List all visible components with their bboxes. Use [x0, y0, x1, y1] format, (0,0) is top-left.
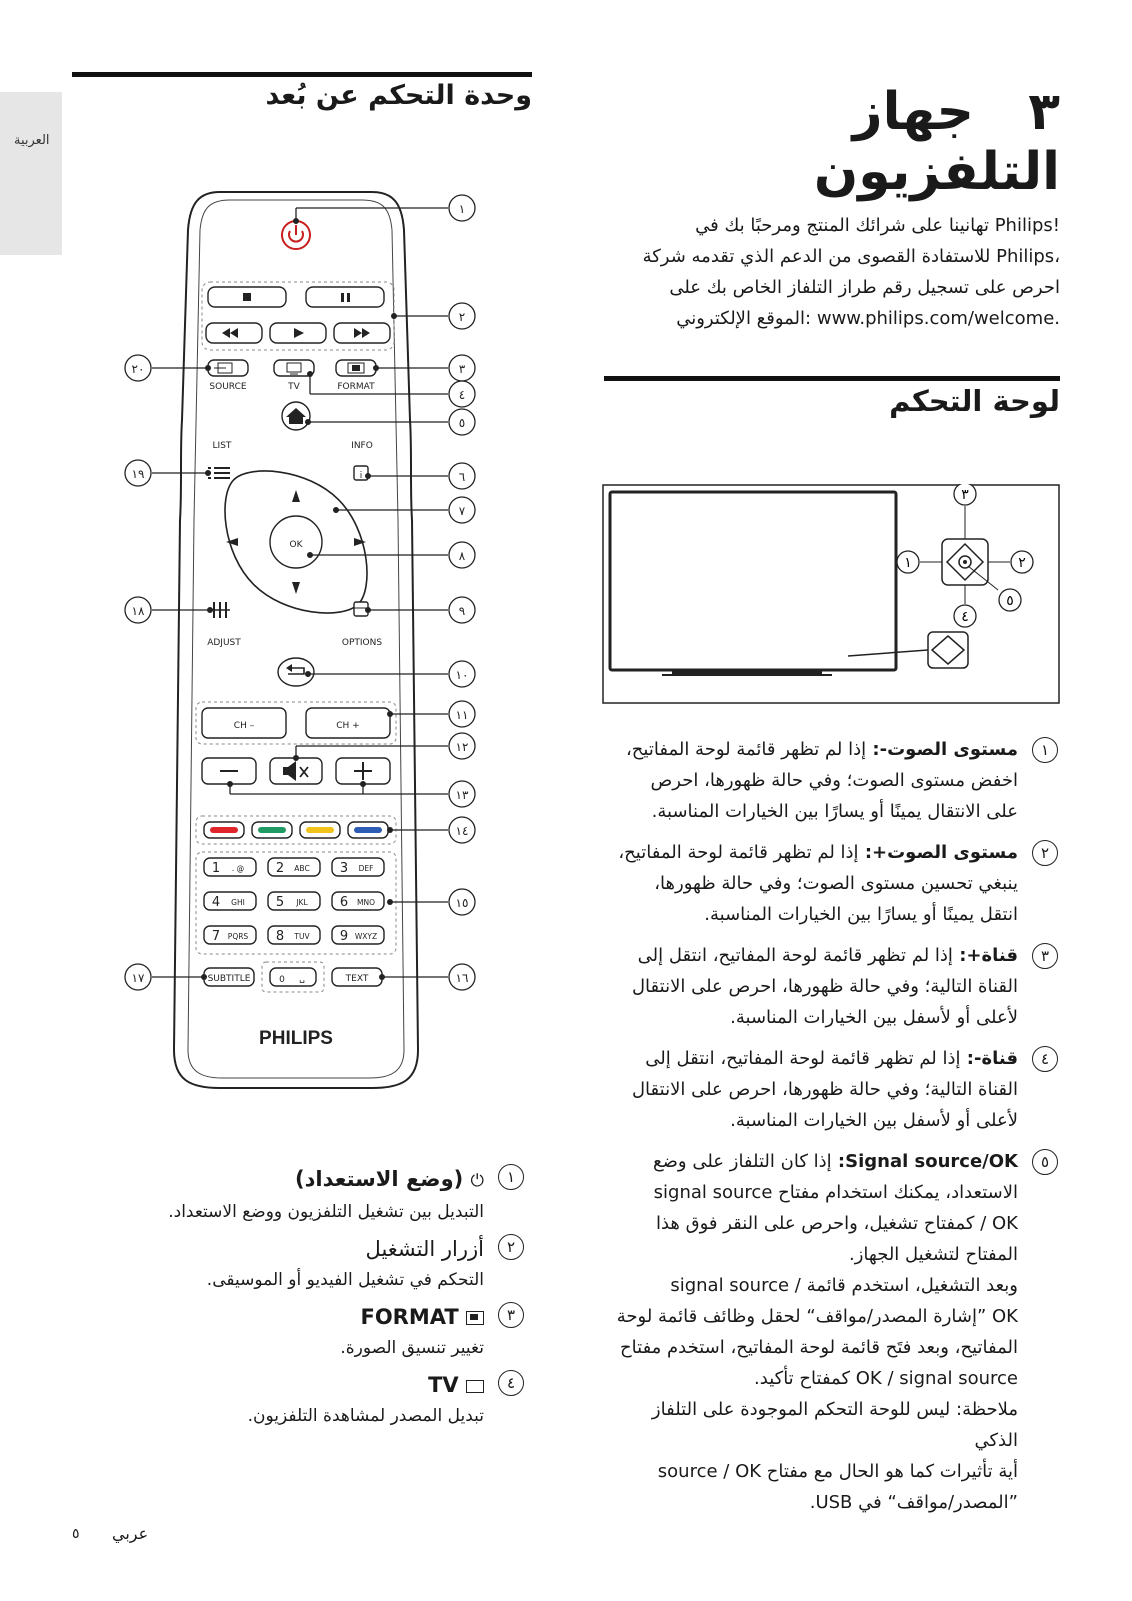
forward-button[interactable]: [334, 323, 390, 343]
button-item-number: ٣: [498, 1302, 524, 1328]
remote-callout-number: ٦: [458, 470, 466, 484]
control-panel-list: [606, 734, 1050, 1528]
panel-item-line: لأعلى أو لأسفل بين الخيارات المناسبة.: [730, 1007, 1018, 1028]
language-tab[interactable]: [0, 92, 62, 255]
intro-line: احرص على تسجيل رقم طراز التلفاز الخاص بك على: [669, 277, 1060, 298]
digit-7-button[interactable]: [204, 926, 256, 944]
digit-8-button[interactable]: [268, 926, 320, 944]
panel-item-line: OK ”إشارة المصدر/مواقف“ لحقل وظائف قائمة لوحة: [616, 1306, 1018, 1327]
remote-callout-number: ١٥: [455, 896, 469, 910]
panel-item-head: مستوى الصوت+:: [858, 842, 1018, 863]
remote-callout-number: ٤: [458, 388, 466, 402]
digit-label: 3: [339, 861, 349, 876]
intro-paragraph: [620, 210, 1060, 334]
button-item: [136, 1368, 516, 1430]
ch-minus-label: CH –: [233, 721, 255, 731]
panel-item-number: ٤: [1032, 1046, 1058, 1072]
remote-callout: [125, 355, 151, 381]
subtitle-label: SUBTITLE: [207, 974, 251, 984]
section-rule: [72, 72, 532, 77]
remote-callout-number: ٢٠: [131, 362, 145, 376]
panel-callout: ٥: [1006, 593, 1014, 609]
panel-item-line: لأعلى أو لأسفل بين الخيارات المناسبة.: [730, 1110, 1018, 1131]
panel-item-head: قناة+:: [952, 945, 1018, 966]
subtitle-button[interactable]: [204, 968, 254, 986]
button-item-head: (وضع الاستعداد): [295, 1167, 464, 1191]
remote-control-diagram: [110, 190, 510, 1120]
digit-label: 4: [211, 895, 221, 910]
digit-letters: WXYZ: [354, 932, 378, 941]
volume-up-button[interactable]: [336, 758, 390, 784]
remote-callout: [449, 303, 475, 329]
panel-item: [606, 940, 1050, 1033]
ch-plus-label: CH +: [336, 721, 360, 731]
remote-callout: [125, 460, 151, 486]
panel-item-line: القناة التالية؛ وفي حالة ظهورها، احرص على الانتقال: [631, 976, 1018, 997]
remote-callout-number: ٣: [458, 362, 466, 376]
section-rule: [604, 376, 1060, 381]
button-item-head: أزرار التشغيل: [365, 1237, 484, 1261]
panel-item: [606, 837, 1050, 930]
button-item: [136, 1162, 516, 1226]
home-button[interactable]: [282, 402, 310, 430]
remote-callout-number: ٥: [458, 416, 466, 430]
intro-line: !Philips تهانينا على شرائك المنتج ومرحبًا بك في: [695, 215, 1060, 236]
info-button[interactable]: [354, 466, 368, 481]
panel-callout: ٣: [961, 487, 969, 503]
remote-callout: [449, 817, 475, 843]
source-label: SOURCE: [209, 382, 247, 392]
chapter-title: [640, 82, 1060, 202]
remote-callout: [449, 542, 475, 568]
remote-section-title: وحدة التحكم عن بُعد: [265, 80, 532, 111]
play-button[interactable]: [270, 323, 326, 343]
remote-callout: [449, 733, 475, 759]
panel-item-line: OK / signal source كمفتاح تأكيد.: [754, 1368, 1018, 1389]
remote-callout: [125, 597, 151, 623]
panel-item: [606, 734, 1050, 827]
control-panel-title: لوحة التحكم: [889, 384, 1060, 418]
button-item-number: ٤: [498, 1370, 524, 1396]
panel-item-head: مستوى الصوت-:: [866, 739, 1018, 760]
remote-callout: [449, 497, 475, 523]
remote-callout-number: ١١: [455, 708, 469, 722]
svg-text:i: i: [359, 471, 363, 481]
format-icon: [466, 1311, 484, 1325]
digit-label: 5: [275, 895, 285, 910]
format-label: FORMAT: [337, 382, 375, 392]
digit-3-button[interactable]: [332, 858, 384, 876]
chapter-title-text: جهاز التلفزيون: [813, 82, 1060, 202]
remote-callout-number: ٧: [458, 504, 466, 518]
panel-item-line: أية تأثيرات كما هو الحال مع مفتاح source / OK: [657, 1461, 1018, 1482]
digit-label: 9: [339, 929, 349, 944]
adjust-label: ADJUST: [207, 638, 241, 648]
numpad: [204, 858, 384, 944]
tv-icon: [466, 1380, 484, 1393]
digit-letters: TUV: [294, 932, 310, 941]
remote-callout-number: ١٠: [455, 668, 469, 682]
volume-down-button[interactable]: [202, 758, 256, 784]
panel-callout: ٤: [961, 609, 969, 625]
panel-item-line: إذا لم تظهر قائمة لوحة المفاتيح،: [625, 739, 867, 760]
button-item-line: التبديل بين تشغيل التلفزيون ووضع الاستعداد.: [168, 1202, 484, 1222]
footer-language: عربي: [112, 1524, 149, 1543]
panel-item-line: الاستعداد، يمكنك استخدام مفتاح signal source: [653, 1182, 1018, 1203]
digit-0-button[interactable]: [270, 968, 316, 986]
text-button[interactable]: [332, 968, 382, 986]
channel-down-button[interactable]: [202, 708, 286, 738]
remote-callout: [449, 195, 475, 221]
digit-letters: GHI: [231, 898, 245, 907]
digit-letters: . @: [231, 864, 245, 873]
remote-callout-number: ١٦: [455, 971, 469, 985]
digit-letters: DEF: [358, 864, 374, 873]
remote-callout: [449, 889, 475, 915]
remote-callout: [449, 661, 475, 687]
digit-4-button[interactable]: [204, 892, 256, 910]
digit-0-letters: ␣: [299, 974, 305, 984]
button-item: [136, 1300, 516, 1362]
button-item: [136, 1232, 516, 1294]
remote-callout: [449, 781, 475, 807]
panel-item-line: إذا لم تظهر قائمة لوحة المفاتيح، انتقل إلى: [637, 945, 953, 966]
digit-label: 6: [339, 895, 349, 910]
digit-1-button[interactable]: [204, 858, 256, 876]
panel-item-line: المفاتيح، وبعد فتَح قائمة لوحة المفاتيح، استخدم مفتاح: [620, 1337, 1018, 1358]
panel-item-line: إذا لم تظهر قائمة لوحة المفاتيح، انتقل إلى: [645, 1048, 961, 1069]
panel-item-line: وبعد التشغيل، استخدم قائمة / signal source: [670, 1275, 1018, 1296]
digit-2-button[interactable]: [268, 858, 320, 876]
digit-0-label: 0: [279, 975, 285, 985]
remote-callout-number: ١٩: [131, 467, 145, 481]
remote-callout-number: ١: [458, 202, 466, 216]
remote-callout: [449, 701, 475, 727]
panel-item-line: إذا لم تظهر قائمة لوحة المفاتيح،: [618, 842, 859, 863]
color-key-2[interactable]: [252, 822, 292, 838]
remote-callout: [449, 381, 475, 407]
button-item-head: TV: [428, 1373, 459, 1397]
tv-label: TV: [288, 382, 300, 392]
digit-9-button[interactable]: [332, 926, 384, 944]
panel-item-line: المفتاح لتشغيل الجهاز.: [849, 1244, 1018, 1265]
page-number: ٥: [72, 1526, 80, 1542]
intro-line: ،Philips للاستفادة القصوى من الدعم الذي تقدمه شركة: [642, 246, 1060, 267]
panel-item-line: اخفض مستوى الصوت؛ وفي حالة ظهورها، احرص: [650, 770, 1018, 791]
remote-callout-number: ١٣: [455, 788, 469, 802]
remote-callout-number: ١٧: [131, 971, 145, 985]
panel-item-number: ٣: [1032, 943, 1058, 969]
button-item-number: ١: [498, 1164, 524, 1190]
remote-callout: [449, 355, 475, 381]
panel-item-line: ”المصدر/مواقف“ في USB.: [809, 1492, 1018, 1513]
button-item-line: تبديل المصدر لمشاهدة التلفزيون.: [247, 1406, 484, 1426]
panel-item-head: Signal source/OK:: [831, 1151, 1018, 1172]
pause-button[interactable]: [306, 287, 384, 307]
panel-item-line: ينبغي تحسين مستوى الصوت؛ وفي حالة ظهورها،: [654, 873, 1018, 894]
tv-panel-diagram: [602, 484, 1060, 704]
power-icon: ⏻: [470, 1171, 484, 1191]
rewind-button[interactable]: [206, 323, 262, 343]
button-item-line: التحكم في تشغيل الفيديو أو الموسيقى.: [206, 1270, 484, 1290]
power-button[interactable]: [282, 221, 310, 249]
panel-item-number: ٢: [1032, 840, 1058, 866]
digit-label: 8: [275, 929, 285, 944]
digit-label: 1: [211, 861, 221, 876]
button-item-number: ٢: [498, 1234, 524, 1260]
digit-6-button[interactable]: [332, 892, 384, 910]
panel-item-number: ٥: [1032, 1149, 1058, 1175]
ok-button[interactable]: [270, 516, 322, 568]
color-key-3[interactable]: [300, 822, 340, 838]
button-item-head: FORMAT: [360, 1305, 459, 1329]
remote-callout: [449, 409, 475, 435]
remote-callout-number: ٨: [458, 549, 466, 563]
digit-letters: PQRS: [227, 932, 249, 941]
panel-item-line: ملاحظة: ليس للوحة التحكم الموجودة على التلفاز الذكي: [651, 1399, 1018, 1451]
digit-letters: MNO: [357, 898, 375, 907]
remote-callout: [449, 597, 475, 623]
list-label: LIST: [212, 441, 232, 451]
digit-letters: JKL: [296, 898, 308, 907]
format-button[interactable]: [336, 360, 376, 392]
panel-callout: ٢: [1018, 555, 1026, 571]
panel-item-line: إذا كان التلفاز على وضع: [653, 1151, 832, 1172]
channel-up-button[interactable]: [306, 708, 390, 738]
remote-callout: [449, 463, 475, 489]
panel-item-number: ١: [1032, 737, 1058, 763]
color-key-4[interactable]: [348, 822, 388, 838]
ok-label: OK: [289, 540, 303, 550]
digit-label: 7: [211, 929, 221, 944]
panel-item: [606, 1043, 1050, 1136]
stop-button[interactable]: [208, 287, 286, 307]
button-item-line: تغيير تنسيق الصورة.: [340, 1338, 484, 1358]
panel-item-line: OK / كمفتاح تشغيل، واحرص على النقر فوق هذا: [655, 1213, 1018, 1234]
remote-callout-number: ١٢: [455, 740, 469, 754]
remote-callout: [125, 964, 151, 990]
remote-callout-number: ١٨: [131, 604, 145, 618]
chapter-number: ٣: [1028, 82, 1060, 142]
control-pad-zoom: [942, 539, 988, 585]
remote-callout-number: ٩: [458, 604, 466, 618]
panel-callout: ١: [904, 555, 912, 571]
digit-label: 2: [275, 861, 285, 876]
panel-item-head: قناة-:: [960, 1048, 1018, 1069]
language-tab-label: العربية: [14, 133, 50, 148]
digit-5-button[interactable]: [268, 892, 320, 910]
remote-callout-number: ١٤: [455, 824, 469, 838]
panel-item-line: القناة التالية؛ وفي حالة ظهورها، احرص على الانتقال: [631, 1079, 1018, 1100]
remote-callout: [449, 964, 475, 990]
options-label: OPTIONS: [341, 638, 383, 648]
panel-item-line: على الانتقال يمينًا أو يسارًا بين الخيارات المناسبة.: [651, 801, 1018, 822]
remote-button-list: [136, 1162, 516, 1436]
source-button[interactable]: [208, 360, 248, 392]
text-label: TEXT: [345, 974, 369, 984]
remote-callout-number: ٢: [458, 310, 466, 324]
panel-item: [606, 1146, 1050, 1518]
digit-letters: ABC: [294, 864, 310, 873]
brand-logo: PHILIPS: [259, 1028, 333, 1049]
intro-line: .www.philips.com/welcome :الموقع الإلكتروني: [676, 308, 1060, 329]
color-key-1[interactable]: [204, 822, 244, 838]
panel-item-line: انتقل يمينًا أو يسارًا بين الخيارات المناسبة.: [704, 904, 1018, 925]
mute-button[interactable]: [270, 758, 322, 784]
info-label: INFO: [351, 441, 373, 451]
